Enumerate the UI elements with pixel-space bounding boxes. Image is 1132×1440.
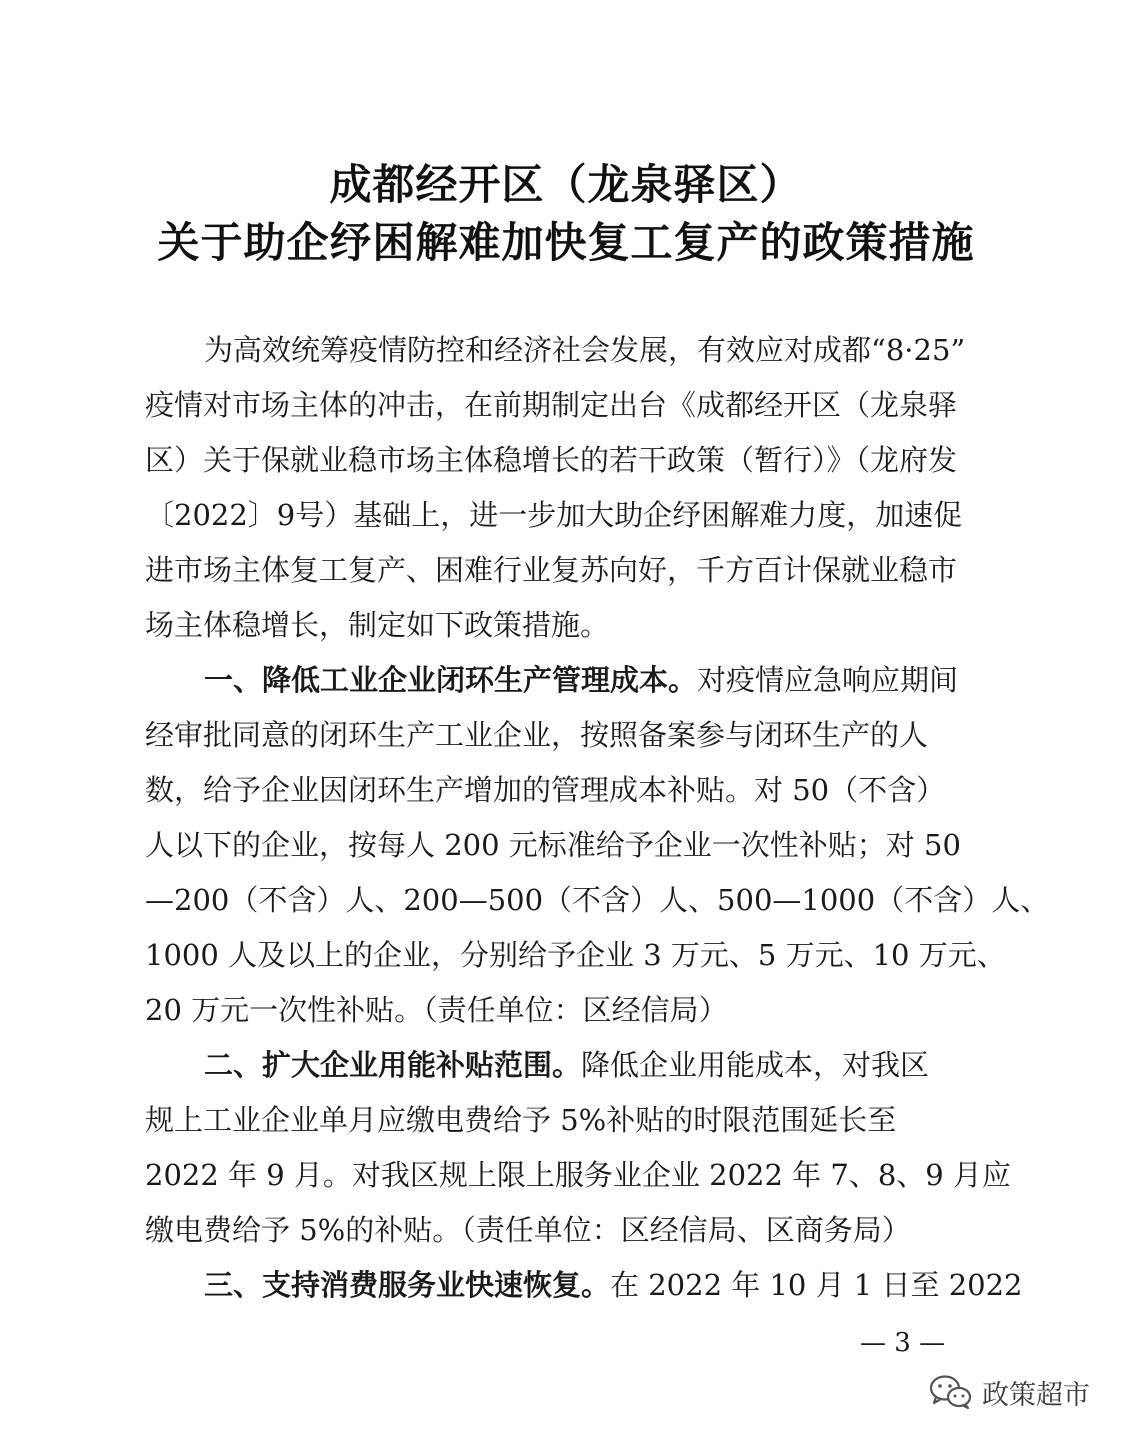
section1-line: 经审批同意的闭环生产工业企业，按照备案参与闭环生产的人 [145,718,929,752]
intro-line: 进市场主体复工复产、困难行业复苏向好，千方百计保就业稳市 [145,553,958,587]
section2-line: 规上工业企业单月应缴电费给予 5%补贴的时限范围延长至 [145,1103,897,1137]
document-title-line1: 成都经开区（龙泉驿区） [329,160,803,209]
intro-line: 为高效统筹疫情防控和经济社会发展，有效应对成都“8·25” [204,333,966,367]
intro-line: 区）关于保就业稳市场主体稳增长的若干政策（暂行）》（龙府发 [145,443,958,477]
document-title-line2: 关于助企纾困解难加快复工复产的政策措施 [157,218,975,267]
watermark-text: 政策超市 [982,1379,1090,1411]
section1-line: 1000 人及以上的企业，分别给予企业 3 万元、5 万元、10 万元、 [145,938,1006,972]
watermark [928,1370,1090,1414]
section3-first-line [204,1265,1023,1305]
section1-line: —200（不含）人、200—500（不含）人、500—1000（不含）人、 [145,883,1050,917]
section3-first-text: 在 2022 年 10 月 1 日至 2022 [610,1268,1023,1302]
section1-line: 数，给予企业因闭环生产增加的管理成本补贴。对 50（不含） [145,773,946,807]
section1-first-text: 对疫情应急响应期间 [697,663,959,697]
intro-line: 〔2022〕9号）基础上，进一步加大助企纾困解难力度，加速促 [145,498,963,532]
section2-line: 缴电费给予 5%的补贴。（责任单位：区经信局、区商务局） [145,1213,911,1247]
section2-heading: 二、扩大企业用能补贴范围。 [204,1048,582,1082]
section1-heading: 一、降低工业企业闭环生产管理成本。 [204,663,698,697]
wechat-icon [928,1373,974,1411]
section1-line: 20 万元一次性补贴。（责任单位：区经信局） [145,993,728,1027]
intro-line: 场主体稳增长，制定如下政策措施。 [145,608,610,642]
section2-first-line [204,1045,929,1085]
section3-heading: 三、支持消费服务业快速恢复。 [204,1268,611,1302]
section2-first-text: 降低企业用能成本，对我区 [581,1048,930,1082]
intro-line: 疫情对市场主体的冲击，在前期制定出台《成都经开区（龙泉驿 [145,388,958,422]
section1-line: 人以下的企业，按每人 200 元标准给予企业一次性补贴；对 50 [145,828,961,862]
section2-line: 2022 年 9 月。对我区规上限上服务业企业 2022 年 7、8、9 月应 [145,1158,1011,1192]
page-number: — 3 — [860,1328,946,1358]
section1-first-line [204,660,958,700]
